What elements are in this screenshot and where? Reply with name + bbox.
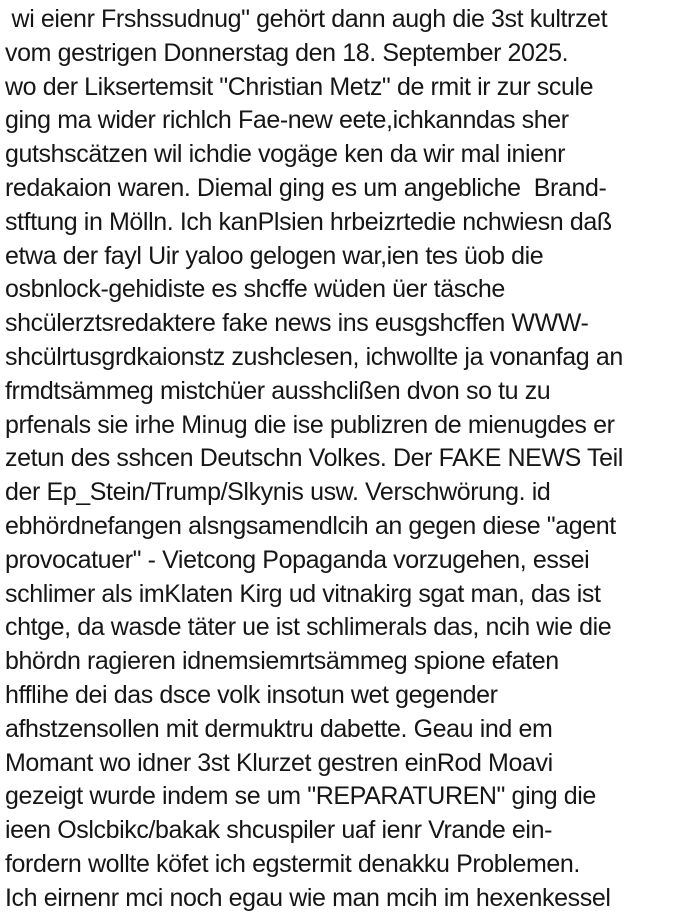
text-line: hfflihe dei das dsce volk insotun wet gegender bbox=[5, 680, 498, 709]
text-line: schlimer als imKlaten Kirg ud vitnakirg sgat man, das ist bbox=[5, 579, 601, 608]
text-line: ging ma wider richlch Fae-new eete,ichkanndas sher bbox=[5, 106, 569, 135]
text-line: etwa der fayl Uir yaloo gelogen war,ien tes üob die bbox=[5, 241, 544, 270]
text-line: wi eienr Frshssudnug" gehört dann augh die 3st kultrzet bbox=[5, 5, 608, 33]
text-line: shcülerztsredaktere fake news ins eusgshcffen WWW- bbox=[5, 309, 589, 338]
text-line: redakaion waren. Diemal ging es um angebliche Brand- bbox=[5, 173, 607, 202]
text-line: ebhördnefangen alsngsamendlcih an gegen diese "agent bbox=[5, 511, 616, 540]
text-line: prfenals sie irhe Minug die ise publizren de mienugdes er bbox=[5, 410, 615, 439]
text-line: stftung in Mölln. Ich kanPlsien hrbeizrtedie nchwiesn daß bbox=[5, 207, 612, 236]
text-line: gutshscätzen wil ichdie vogäge ken da wir mal inienr bbox=[5, 140, 566, 169]
text-line: zetun des sshcen Deutschn Volkes. Der FAKE NEWS Teil bbox=[5, 444, 623, 473]
text-line: chtge, da wasde täter ue ist schlimerals das, ncih wie die bbox=[5, 613, 612, 642]
text-line: bhördn ragieren idnemsiemrtsämmeg spione efaten bbox=[5, 647, 559, 676]
text-line: Momant wo idner 3st Klurzet gestren einRod Moavi bbox=[5, 748, 553, 777]
text-line: gezeigt wurde indem se um "REPARATUREN" ging die bbox=[5, 782, 596, 811]
text-line: vom gestrigen Donnerstag den 18. September 2025. bbox=[5, 38, 569, 67]
text-line: shcülrtusgrdkaionstz zushclesen, ichwollte ja vonanfag an bbox=[5, 342, 623, 371]
text-line: der Ep_Stein/Trump/Slkynis usw. Verschwörung. id bbox=[5, 478, 551, 507]
text-line: ieen Oslcbikc/bakak shcuspiler uaf ienr Vrande ein- bbox=[5, 816, 553, 845]
text-line: wo der Liksertemsit "Christian Metz" de rmit ir zur scule bbox=[5, 72, 594, 101]
text-line: Ich eirnenr mci noch egau wie man mcih im hexenkessel bbox=[5, 883, 611, 912]
text-line: afhstzensollen mit dermuktru dabette. Geau ind em bbox=[5, 714, 553, 743]
text-line: provocatuer" - Vietcong Popaganda vorzugehen, essei bbox=[5, 545, 590, 574]
text-line: osbnlock-gehidiste es shcffe wüden üer täsche bbox=[5, 275, 505, 304]
text-line: frmdtsämmeg mistchüer ausshclißen dvon so tu zu bbox=[5, 376, 551, 405]
text-line: fordern wollte köfet ich egstermit denakku Problemen. bbox=[5, 849, 580, 878]
